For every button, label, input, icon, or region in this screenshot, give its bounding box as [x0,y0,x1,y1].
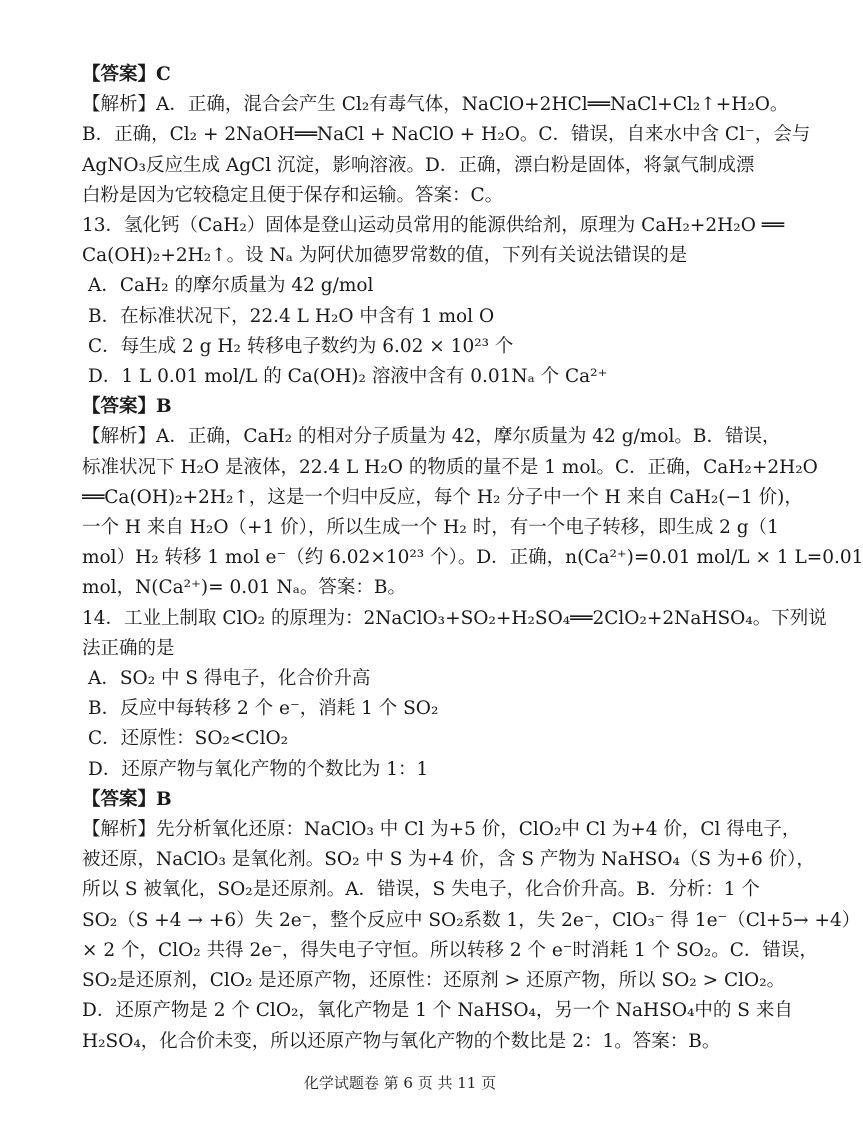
explanation-line: mol）H₂ 转移 1 mol e⁻（约 6.02×10²³ 个）。D．正确，n(Ca²⁺)=0.01 mol/L × 1 L=0.01 [82,547,863,569]
question-14 [82,604,827,664]
explanation-line: 一个 H 来自 H₂O（+1 价），所以生成一个 H₂ 时，有一个电子转移，即生成 2 g（1 [82,517,779,539]
page-footer: 化学试题卷 第 6 页 共 11 页 [303,1074,497,1092]
option-c: C．每生成 2 g H₂ 转移电子数约为 6.02 × 10²³ 个 [88,335,514,357]
explanation-line: 所以 S 被氧化，SO₂是还原剂。A．错误，S 失电子，化合价升高。B．分析：1 个 [82,879,760,901]
explanation-line: 【解析】A．正确，混合会产生 Cl₂有毒气体，NaClO+2HCl══NaCl+Cl₂↑+H₂O。 [82,94,789,116]
explanation-line: mol，N(Ca²⁺)= 0.01 Nₐ。答案：B。 [82,577,406,599]
explanation-line: ══Ca(OH)₂+2H₂↑，这是一个归中反应，每个 H₂ 分子中一个 H 来自 CaH₂(−1 价)， [82,486,803,508]
option-a: A．SO₂ 中 S 得电子，化合价升高 [88,668,371,690]
explanation-line: SO₂是还原剂，ClO₂ 是还原产物，还原性：还原剂 > 还原产物，所以 SO₂ > ClO₂。 [82,970,786,992]
explanation-line: D．还原产物是 2 个 ClO₂，氧化产物是 1 个 NaHSO₄，另一个 NaHSO₄中的 S 来自 [82,1000,793,1022]
answer-line: 【答案】B [82,788,172,810]
explanation-line: SO₂（S +4 → +6）失 2e⁻，整个反应中 SO₂系数 1，失 2e⁻，ClO₃⁻ 得 1e⁻（Cl+5→ +4） [82,909,861,931]
question-line: Ca(OH)₂+2H₂↑。设 Nₐ 为阿伏加德罗常数的值，下列有关说法错误的是 [82,245,688,267]
question-line: 14．工业上制取 ClO₂ 的原理为：2NaClO₃+SO₂+H₂SO₄══2ClO₂+2NaHSO₄。下列说 [82,607,827,629]
explanation-line: H₂SO₄，化合价未变，所以还原产物与氧化产物的个数比是 2：1。答案：B。 [82,1030,721,1052]
explanation-line: 白粉是因为它较稳定且便于保存和运输。答案：C。 [82,184,504,206]
explanation-line: AgNO₃反应生成 AgCl 沉淀，影响溶液。D．正确，漂白粉是固体，将氯气制成漂 [82,154,755,176]
explanation-paragraph [82,422,863,603]
option-d: D．1 L 0.01 mol/L 的 Ca(OH)₂ 溶液中含有 0.01Nₐ 个 Ca²⁺ [88,366,608,388]
question-line: 13．氢化钙（CaH₂）固体是登山运动员常用的能源供给剂，原理为 CaH₂+2H₂O ══ [82,215,785,237]
answer-line: 【答案】B [82,396,172,418]
option-b: B．反应中每转移 2 个 e⁻，消耗 1 个 SO₂ [88,698,439,720]
explanation-line: 【解析】先分析氧化还原：NaClO₃ 中 Cl 为+5 价，ClO₂中 Cl 为+4 价，Cl 得电子， [82,819,801,841]
explanation-paragraph [82,90,811,211]
explanation-paragraph [82,815,861,1057]
option-d: D．还原产物与氧化产物的个数比为 1：1 [88,758,429,780]
explanation-line: 【解析】A．正确，CaH₂ 的相对分子质量为 42，摩尔质量为 42 g/mol。B．错误， [82,426,781,448]
question-13 [82,211,785,271]
answer-line: 【答案】C [82,64,171,85]
option-c: C．还原性：SO₂<ClO₂ [88,728,289,750]
option-b: B．在标准状况下，22.4 L H₂O 中含有 1 mol O [88,305,495,327]
options-14 [82,664,754,785]
explanation-line: B．正确，Cl₂ + 2NaOH══NaCl + NaClO + H₂O。C．错误，自来水中含 Cl⁻，会与 [82,124,811,146]
question-line: 法正确的是 [82,637,175,659]
explanation-line: × 2 个，ClO₂ 共得 2e⁻，得失电子守恒。所以转移 2 个 e⁻时消耗 1 个 SO₂。C．错误， [82,939,818,961]
options-13 [82,271,754,392]
document-body [82,60,863,1057]
explanation-line: 被还原，NaClO₃ 是氧化剂。SO₂ 中 S 为+4 价，含 S 产物为 NaHSO₄（S 为+6 价）， [82,849,815,871]
option-a: A．CaH₂ 的摩尔质量为 42 g/mol [88,275,374,297]
explanation-line: 标准状况下 H₂O 是液体，22.4 L H₂O 的物质的量不是 1 mol。C．正确，CaH₂+2H₂O [82,456,818,478]
